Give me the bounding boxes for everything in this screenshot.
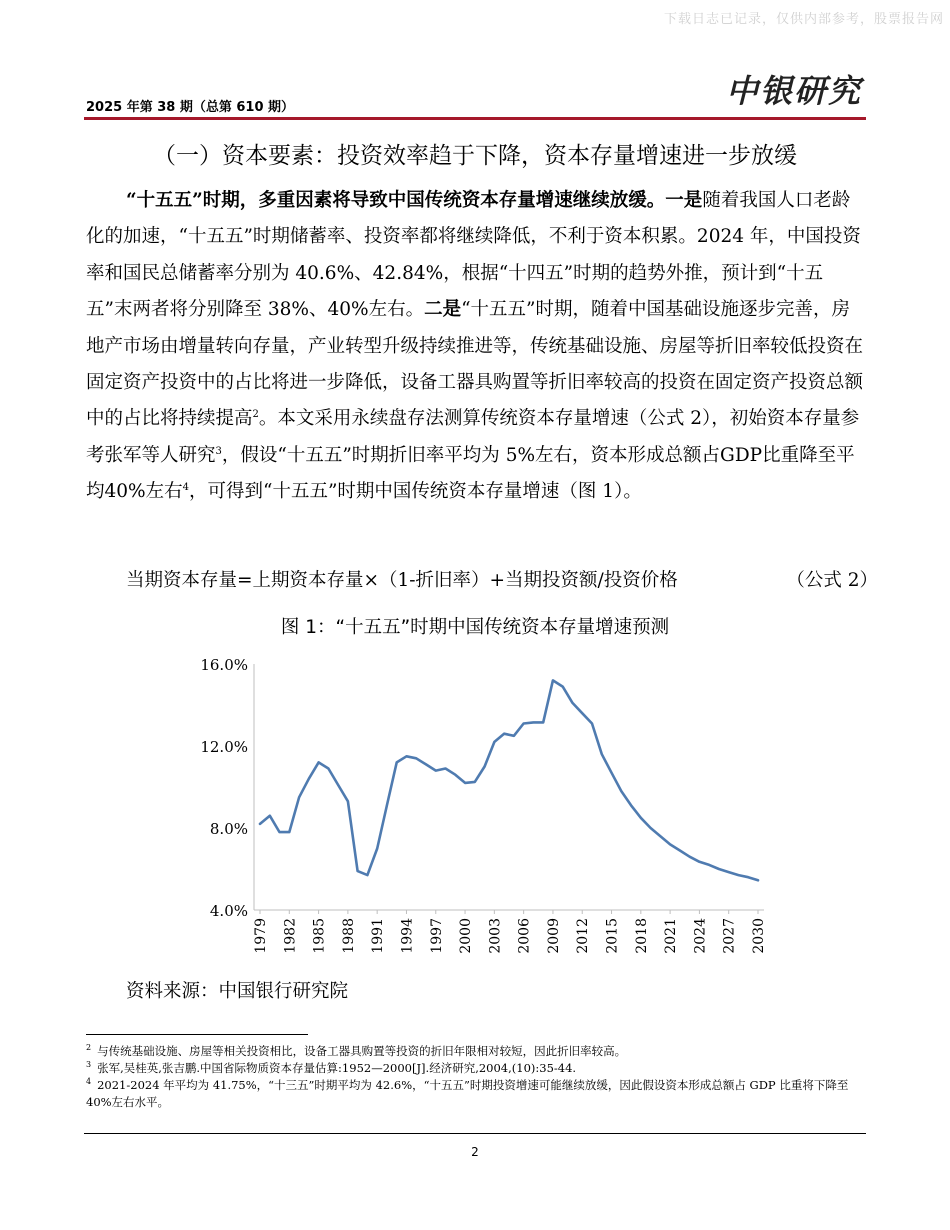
x-tick-label: 1985 [311, 918, 328, 954]
x-tick-label: 2015 [604, 918, 621, 954]
x-tick-label: 1991 [370, 918, 387, 954]
boc-research-logo: 中银研究 [725, 72, 862, 110]
x-tick-label: 2018 [633, 918, 650, 954]
x-tick-label: 2012 [575, 918, 592, 954]
footnote-ref-4[interactable]: 4 [182, 482, 189, 494]
x-tick-label: 1982 [282, 918, 299, 954]
formula-text: 当期资本存量=上期资本存量×（1-折旧率）+当期投资额/投资价格 [126, 570, 678, 591]
header-divider [84, 117, 866, 120]
page-number: 2 [471, 1145, 479, 1159]
footnote-2: $^2$ 与传统基础设施、房屋等相关投资相比，设备工器具购置等投资的折旧年限相对较短，因此折旧率较高。 [86, 1043, 627, 1058]
point-one-text: 随着我国人口老龄化的加速，“十五五”时期储蓄率、投资率都将继续降低，不利于资本积累。2024 年，中国投资率和国民总储蓄率分别为 40.6%、42.84%，根据“十四五”时期的趋势外推，预计到“十五五”末两者将分别降至 38%、40%左右。 [86, 190, 861, 321]
issue-label: 2025 年第 38 期（总第 610 期） [86, 100, 295, 115]
y-tick-label: 12.0% [200, 738, 248, 756]
x-tick-label: 2024 [692, 918, 709, 954]
y-tick-label: 8.0% [209, 820, 248, 838]
growth-series-line [260, 680, 758, 880]
x-tick-label: 1997 [428, 918, 445, 954]
conclusion-text: ，可得到“十五五”时期中国传统资本存量增速（图 1）。 [189, 481, 642, 503]
capital-stock-growth-chart [170, 646, 790, 966]
y-tick-label: 16.0% [200, 656, 248, 674]
x-tick-label: 1979 [253, 918, 269, 954]
footnotes [86, 1043, 866, 1111]
footnote-ref-2[interactable]: 2 [252, 409, 259, 421]
assumption-text: ，假设“十五五”时期折旧率平均为 5%左右，资本形成总额占GDP比重降至平均40%左右 [86, 444, 855, 503]
footnote-3: $^3$ 张军,吴桂英,张吉鹏.中国省际物质资本存量估算:1952—2000[J].经济研究,2004,(10):35-44. [86, 1060, 577, 1075]
x-tick-label: 1994 [399, 918, 416, 954]
body-paragraph [86, 183, 868, 511]
x-tick-label: 2003 [487, 918, 504, 954]
footnote-ref-3[interactable]: 3 [215, 445, 222, 457]
x-tick-label: 2027 [721, 918, 738, 954]
x-tick-label: 2009 [545, 918, 562, 954]
point-two-label: 二是 [424, 299, 462, 321]
point-one-label: 一是 [665, 190, 703, 211]
formula-label: （公式 2） [786, 570, 878, 591]
x-tick-label: 2000 [458, 918, 475, 954]
footnote-4: $^4$ 2021-2024 年平均为 41.75%，“十三五”时期平均为 42.6%，“十五五”时期投资增速可能继续放缓，因此假设资本形成总额占 GDP 比重将下降至 40%左右水平。 [86, 1077, 849, 1109]
watermark: 下载日志已记录，仅供内部参考，股票报告网 [663, 12, 944, 27]
point-two-text: “十五五”时期，随着中国基础设施逐步完善，房地产市场由增量转向存量，产业转型升级持续推进等，传统基础设施、房屋等折旧率较低投资在固定资产投资中的占比将进一步降低，设备工器具购置等折旧率较高的投资在固定资产投资总额中的占比将持续提高 [86, 299, 864, 430]
y-tick-label: 4.0% [209, 902, 248, 920]
x-tick-label: 2030 [751, 918, 767, 954]
section-title: （一）资本要素：投资效率趋于下降，资本存量增速进一步放缓 [153, 143, 797, 169]
x-tick-label: 2006 [516, 918, 533, 954]
footnote-divider [86, 1034, 308, 1035]
lead-sentence: “十五五”时期，多重因素将导致中国传统资本存量增速继续放缓。 [126, 190, 666, 211]
x-tick-label: 1988 [340, 918, 357, 954]
x-tick-label: 2021 [663, 918, 680, 954]
method-text: 。本文采用永续盘存法测算传统资本存量增速（公式 2），初始资本存量参考张军等人研究 [86, 408, 860, 466]
footer-divider [84, 1133, 866, 1134]
source-note: 资料来源：中国银行研究院 [126, 981, 349, 1002]
figure-title: 图 1：“十五五”时期中国传统资本存量增速预测 [280, 617, 670, 638]
